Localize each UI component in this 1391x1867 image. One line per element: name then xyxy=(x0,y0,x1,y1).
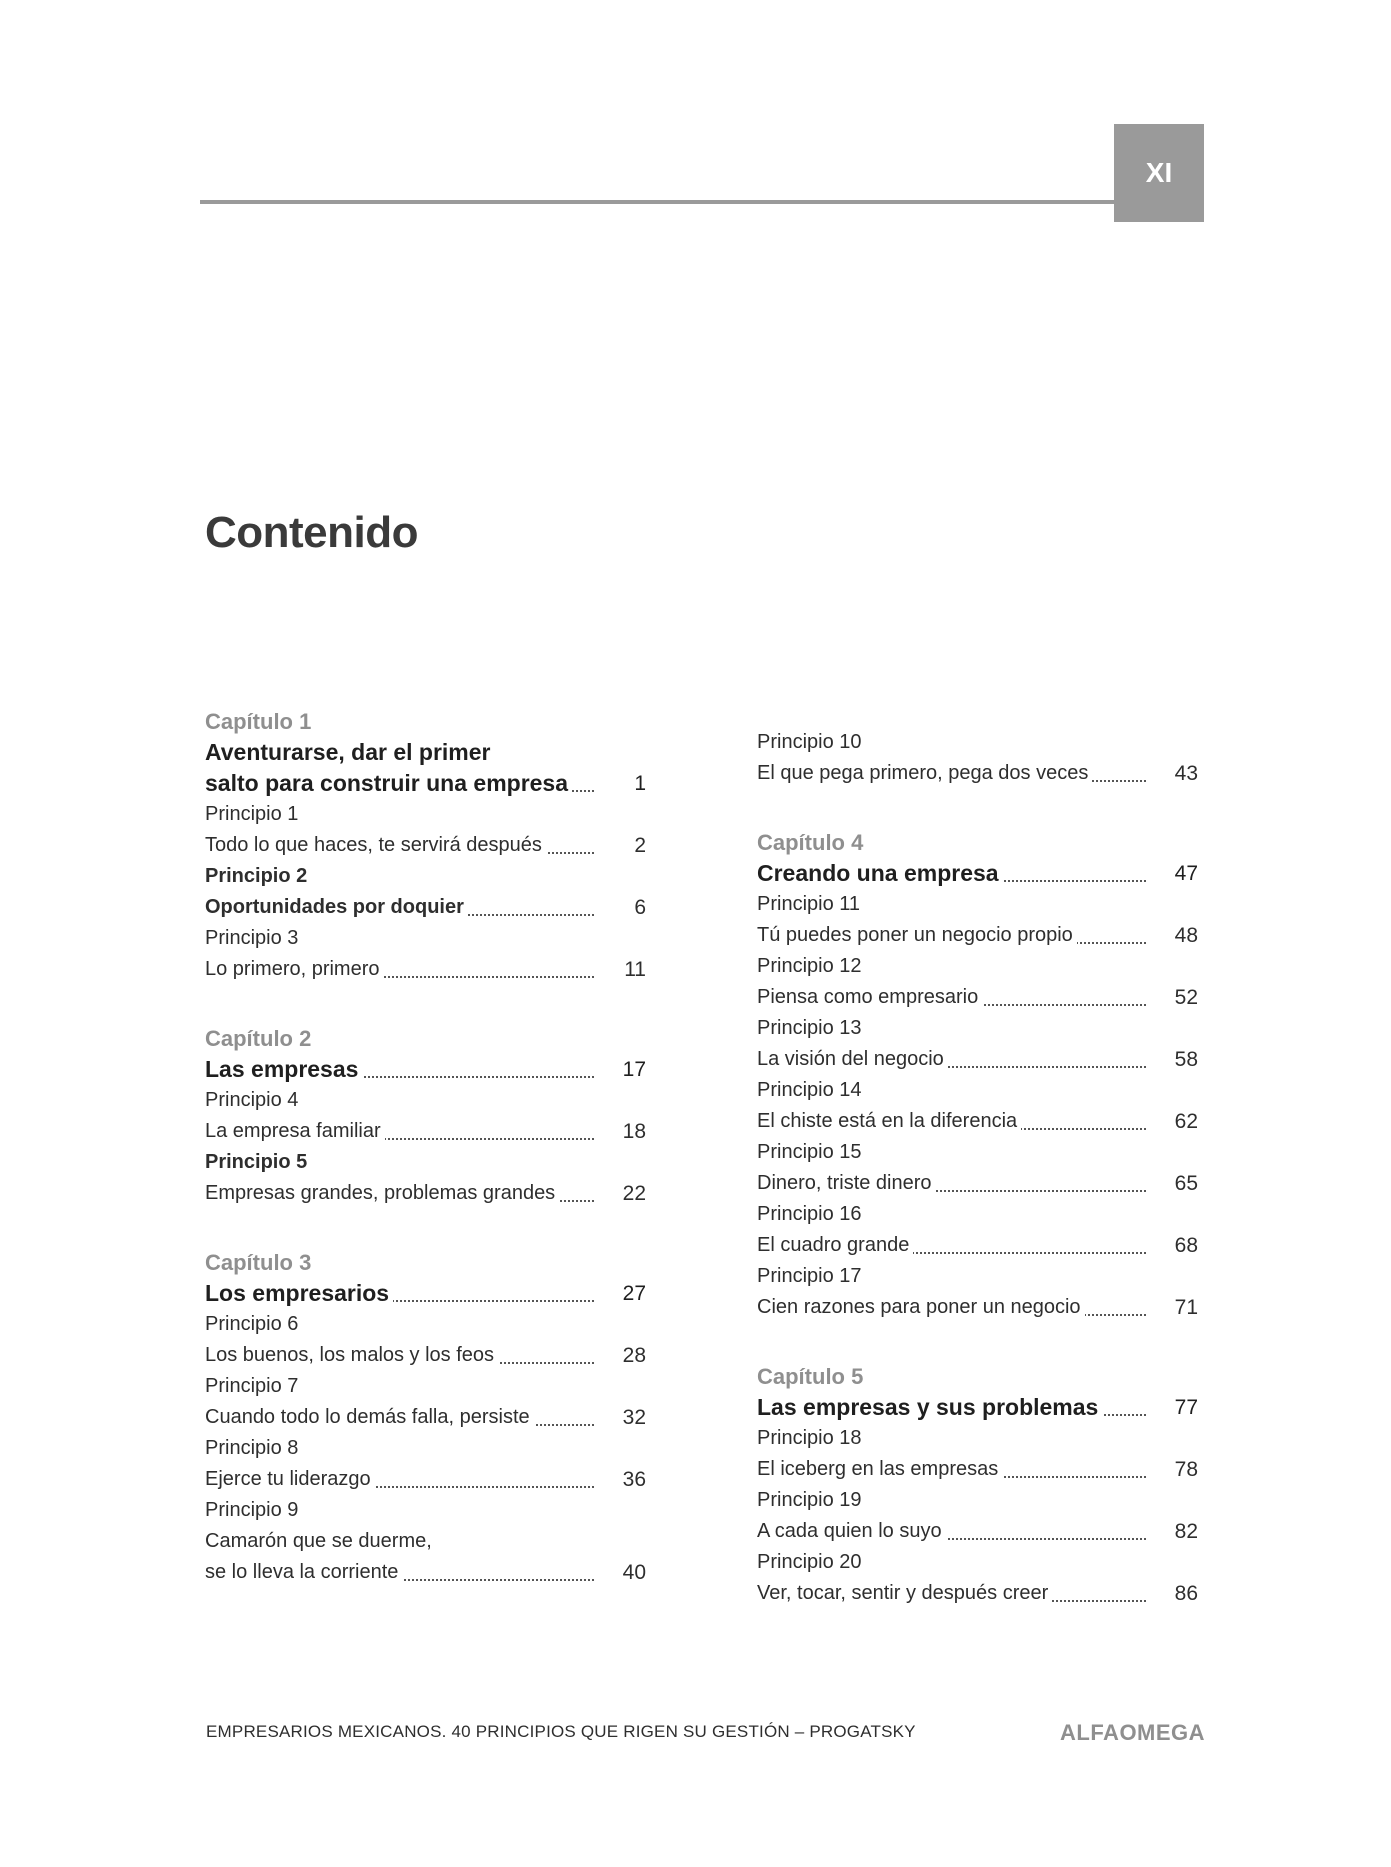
toc-entry-text xyxy=(205,799,594,830)
toc-entry-text xyxy=(205,1278,594,1309)
entry-label: Empresas grandes, problemas grandes xyxy=(205,1182,559,1204)
entry-label: Piensa como empresario xyxy=(757,986,982,1008)
toc-entry-text xyxy=(205,923,594,954)
page-ref: 86 xyxy=(1174,1582,1198,1605)
toc-entry xyxy=(757,951,1198,982)
toc-entry xyxy=(205,1495,646,1526)
toc-entry xyxy=(757,1106,1198,1137)
toc-entry-text xyxy=(757,1361,1146,1392)
toc-column-left xyxy=(205,706,646,1588)
toc-entry-text xyxy=(757,1137,1146,1168)
toc-entry-text xyxy=(757,1199,1146,1230)
entry-label: Principio 19 xyxy=(757,1489,866,1511)
toc-entry xyxy=(205,1085,646,1116)
toc-entry xyxy=(205,1340,646,1371)
page-ref: 77 xyxy=(1174,1396,1198,1419)
toc-entry-text xyxy=(205,1402,594,1433)
toc-entry xyxy=(205,1557,646,1588)
toc-entry xyxy=(757,1261,1198,1292)
page-ref: 27 xyxy=(622,1282,646,1305)
toc-entry xyxy=(757,982,1198,1013)
toc-entry xyxy=(757,1485,1198,1516)
toc-entry xyxy=(205,799,646,830)
entry-label: Capítulo 1 xyxy=(205,709,315,734)
toc-entry-text xyxy=(757,1261,1146,1292)
toc-entry xyxy=(757,1168,1198,1199)
entry-label: Cien razones para poner un negocio xyxy=(757,1296,1085,1318)
footer-publisher: ALFAOMEGA xyxy=(1060,1720,1206,1745)
entry-label: Capítulo 4 xyxy=(757,830,867,855)
entry-label: Ejerce tu liderazgo xyxy=(205,1468,375,1490)
chapter-label xyxy=(205,1247,646,1278)
entry-label: Principio 16 xyxy=(757,1203,866,1225)
toc-entry xyxy=(205,1433,646,1464)
entry-label: Capítulo 3 xyxy=(205,1250,315,1275)
toc-entry xyxy=(757,1230,1198,1261)
toc-entry-text xyxy=(757,1168,1146,1199)
page-ref: 43 xyxy=(1174,762,1198,785)
toc-entry xyxy=(757,889,1198,920)
toc-entry xyxy=(205,1147,646,1178)
page-ref: 78 xyxy=(1174,1458,1198,1481)
toc-entry-text xyxy=(757,827,1146,858)
toc-entry xyxy=(757,1137,1198,1168)
toc-entry-text xyxy=(757,951,1146,982)
entry-label: Principio 6 xyxy=(205,1313,302,1335)
toc-entry xyxy=(205,1464,646,1495)
toc-entry-text xyxy=(757,727,1146,758)
entry-label: Principio 1 xyxy=(205,803,302,825)
page-ref: 52 xyxy=(1174,986,1198,1009)
toc-entry-text xyxy=(205,861,594,892)
toc-entry-text xyxy=(757,1106,1146,1137)
entry-label: Los buenos, los malos y los feos xyxy=(205,1344,498,1366)
toc-entry-text xyxy=(205,768,594,799)
entry-label: La visión del negocio xyxy=(757,1048,948,1070)
page-ref: 32 xyxy=(622,1406,646,1429)
toc-entry-text xyxy=(205,1178,594,1209)
entry-label: Cuando todo lo demás falla, persiste xyxy=(205,1406,534,1428)
toc-entry xyxy=(757,1516,1198,1547)
toc-entry xyxy=(757,1454,1198,1485)
toc-entry-text xyxy=(205,1116,594,1147)
toc-entry xyxy=(205,892,646,923)
footer-book-title: EMPRESARIOS MEXICANOS. 40 PRINCIPIOS QUE RIGEN SU GESTIÓN – PROGATSKY xyxy=(206,1722,916,1741)
page-ref: 1 xyxy=(634,772,646,795)
entry-label: Principio 18 xyxy=(757,1427,866,1449)
toc-entry-text xyxy=(757,858,1146,889)
entry-label: Principio 17 xyxy=(757,1265,866,1287)
entry-label: Las empresas y sus problemas xyxy=(757,1394,1102,1420)
toc-entry-text xyxy=(205,1147,594,1178)
toc-entry-text xyxy=(757,920,1146,951)
entry-label: Principio 15 xyxy=(757,1141,866,1163)
entry-label: Principio 4 xyxy=(205,1089,302,1111)
header-rule xyxy=(200,200,1114,204)
entry-label: El que pega primero, pega dos veces xyxy=(757,762,1092,784)
toc-entry-text xyxy=(757,1292,1146,1323)
section-gap xyxy=(757,1323,1198,1361)
toc-entry-text xyxy=(205,1371,594,1402)
entry-label: Las empresas xyxy=(205,1056,362,1082)
entry-label: Principio 14 xyxy=(757,1079,866,1101)
chapter-title xyxy=(757,858,1198,889)
toc-entry xyxy=(205,954,646,985)
page-ref: 28 xyxy=(622,1344,646,1367)
chapter-label xyxy=(205,706,646,737)
toc-entry-text xyxy=(757,1423,1146,1454)
entry-label: Principio 10 xyxy=(757,731,866,753)
toc-entry-text xyxy=(205,892,594,923)
toc-entry xyxy=(757,1547,1198,1578)
toc-entry-text xyxy=(757,1485,1146,1516)
chapter-title xyxy=(205,768,646,799)
toc-entry xyxy=(205,861,646,892)
toc-entry-text xyxy=(205,830,594,861)
toc-entry xyxy=(757,920,1198,951)
toc-entry xyxy=(757,758,1198,789)
toc-entry-text xyxy=(757,1075,1146,1106)
toc-column-right xyxy=(757,727,1198,1609)
section-gap xyxy=(205,1209,646,1247)
toc-entry-text xyxy=(205,1085,594,1116)
toc-entry-text xyxy=(205,706,594,737)
entry-label: se lo lleva la corriente xyxy=(205,1561,402,1583)
entry-label: Principio 5 xyxy=(205,1151,311,1173)
toc-entry xyxy=(757,1292,1198,1323)
toc-entry-text xyxy=(757,1392,1146,1423)
toc-entry xyxy=(757,1013,1198,1044)
entry-label: Tú puedes poner un negocio propio xyxy=(757,924,1077,946)
toc-entry xyxy=(205,830,646,861)
toc-entry xyxy=(205,1402,646,1433)
toc-entry-text xyxy=(757,758,1146,789)
entry-label: Dinero, triste dinero xyxy=(757,1172,936,1194)
entry-label: Principio 12 xyxy=(757,955,866,977)
entry-label: Principio 11 xyxy=(757,893,864,915)
entry-label: Principio 9 xyxy=(205,1499,302,1521)
entry-label: Principio 2 xyxy=(205,865,311,887)
toc-entry-text xyxy=(205,1309,594,1340)
page-ref: 48 xyxy=(1174,924,1198,947)
chapter-label xyxy=(757,827,1198,858)
entry-label: Todo lo que haces, te servirá después xyxy=(205,834,546,856)
entry-label: Principio 13 xyxy=(757,1017,866,1039)
toc-entry xyxy=(757,727,1198,758)
toc-entry-text xyxy=(205,954,594,985)
toc-entry-text xyxy=(205,1557,594,1588)
toc-entry-text xyxy=(205,1495,594,1526)
section-gap xyxy=(205,985,646,1023)
entry-label: Principio 20 xyxy=(757,1551,866,1573)
page-ref: 11 xyxy=(624,958,646,981)
toc-entry xyxy=(205,1526,646,1557)
toc-entry-text xyxy=(757,1230,1146,1261)
page-title: Contenido xyxy=(205,508,419,557)
toc-entry-text xyxy=(757,982,1146,1013)
toc-entry-text xyxy=(757,1547,1146,1578)
entry-label: Ver, tocar, sentir y después creer xyxy=(757,1582,1052,1604)
page-ref: 62 xyxy=(1174,1110,1198,1133)
toc-entry-text xyxy=(205,737,594,768)
toc-entry-text xyxy=(205,1247,594,1278)
entry-label: Principio 3 xyxy=(205,927,302,949)
page-ref: 82 xyxy=(1174,1520,1198,1543)
page-ref: 18 xyxy=(622,1120,646,1143)
entry-label: Principio 8 xyxy=(205,1437,302,1459)
toc-entry-text xyxy=(205,1464,594,1495)
toc-entry xyxy=(757,1044,1198,1075)
toc-entry xyxy=(205,1371,646,1402)
page-number-badge xyxy=(1114,124,1204,222)
toc-entry-text xyxy=(205,1526,594,1557)
toc-entry-text xyxy=(205,1340,594,1371)
entry-label: Capítulo 2 xyxy=(205,1026,315,1051)
entry-label: Oportunidades por doquier xyxy=(205,896,468,918)
toc-entry xyxy=(757,1578,1198,1609)
page-ref: 58 xyxy=(1174,1048,1198,1071)
page-ref: 22 xyxy=(622,1182,646,1205)
page-ref: 47 xyxy=(1174,862,1198,885)
page-ref: 17 xyxy=(622,1058,646,1081)
page-ref: 2 xyxy=(634,834,646,857)
entry-label: El iceberg en las empresas xyxy=(757,1458,1002,1480)
entry-label: Creando una empresa xyxy=(757,860,1003,886)
page-ref: 71 xyxy=(1174,1296,1198,1319)
toc-entry-text xyxy=(757,1516,1146,1547)
chapter-label xyxy=(205,1023,646,1054)
toc-entry xyxy=(205,1178,646,1209)
page-ref: 6 xyxy=(634,896,646,919)
toc-entry-text xyxy=(205,1054,594,1085)
toc-entry-text xyxy=(205,1023,594,1054)
chapter-title xyxy=(757,1392,1198,1423)
toc-entry-text xyxy=(757,1454,1146,1485)
entry-label: El cuadro grande xyxy=(757,1234,913,1256)
toc-entry-text xyxy=(757,1044,1146,1075)
page-ref: 40 xyxy=(622,1561,646,1584)
page-ref: 36 xyxy=(622,1468,646,1491)
toc-entry xyxy=(757,1423,1198,1454)
toc-entry xyxy=(757,1075,1198,1106)
toc-entry-text xyxy=(757,889,1146,920)
toc-entry-text xyxy=(205,1433,594,1464)
entry-label: Lo primero, primero xyxy=(205,958,384,980)
toc-entry-text xyxy=(757,1578,1146,1609)
page-ref: 65 xyxy=(1174,1172,1198,1195)
entry-label: El chiste está en la diferencia xyxy=(757,1110,1021,1132)
entry-label: Camarón que se duerme, xyxy=(205,1530,436,1552)
toc-entry xyxy=(757,1199,1198,1230)
entry-label: Los empresarios xyxy=(205,1280,393,1306)
entry-label: Principio 7 xyxy=(205,1375,302,1397)
entry-label: salto para construir una empresa xyxy=(205,770,572,796)
section-gap xyxy=(757,789,1198,827)
chapter-title xyxy=(205,737,646,768)
toc-entry xyxy=(205,1309,646,1340)
toc-entry xyxy=(205,923,646,954)
toc-entry xyxy=(205,1116,646,1147)
chapter-label xyxy=(757,1361,1198,1392)
toc-entry-text xyxy=(757,1013,1146,1044)
entry-label: A cada quien lo suyo xyxy=(757,1520,946,1542)
chapter-title xyxy=(205,1054,646,1085)
page-number: XI xyxy=(1145,157,1173,188)
entry-label: La empresa familiar xyxy=(205,1120,385,1142)
entry-label: Aventurarse, dar el primer xyxy=(205,739,495,765)
chapter-title xyxy=(205,1278,646,1309)
entry-label: Capítulo 5 xyxy=(757,1364,867,1389)
page-ref: 68 xyxy=(1174,1234,1198,1257)
